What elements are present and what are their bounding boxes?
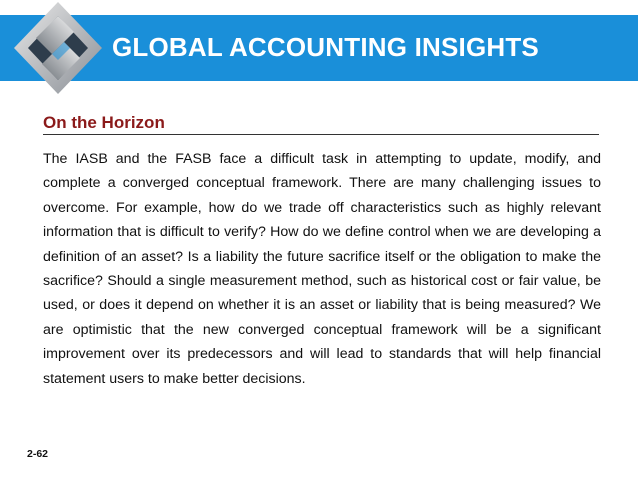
section-heading xyxy=(43,112,599,135)
page-number: 2-62 xyxy=(27,448,49,460)
body-paragraph: The IASB and the FASB face a difficult task in attempting to update, modify, and complete a converged conceptual framework. There are many challenging issues to overcome. For example, how do we trade off characteristics such as highly relevant information that is difficult to verify? How do we define control when we are developing a definition of an asset? Is a liability the future sacrifice itself or the obligation to make the sacrifice? Should a single measurement method, such as historical cost or fair value, be used, or does it depend on whether it is an asset or liability that is being measured? We are optimistic that the new converged conceptual framework will be a significant improvement over its predecessors and will lead to standards that will help financial statement users to make better decisions. xyxy=(43,151,601,387)
section-heading-text: On the Horizon xyxy=(43,113,165,132)
folded-square-logo-icon xyxy=(12,0,104,96)
header-title: GLOBAL ACCOUNTING INSIGHTS xyxy=(112,32,539,62)
